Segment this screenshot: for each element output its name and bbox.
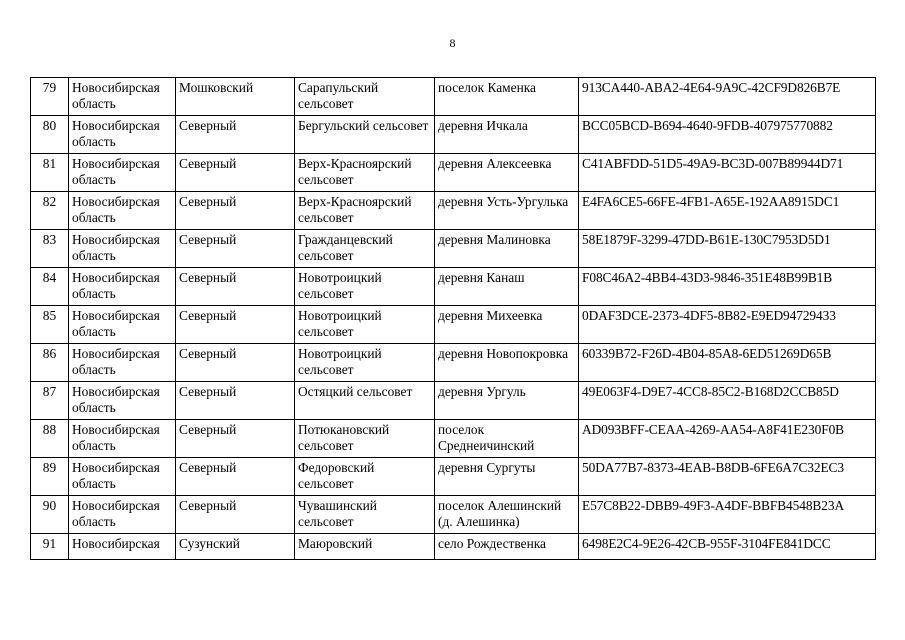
district-cell: Северный <box>176 382 295 420</box>
settlement-cell: Федоровский сельсовет <box>295 458 435 496</box>
locality-cell: деревня Ургуль <box>435 382 579 420</box>
table-row <box>31 458 876 496</box>
uid-cell: E4FA6CE5-66FE-4FB1-A65E-192AA8915DC1 <box>579 192 876 230</box>
uid-cell: AD093BFF-CEAA-4269-AA54-A8F41E230F0B <box>579 420 876 458</box>
district-cell: Северный <box>176 344 295 382</box>
settlement-cell: Бергульский сельсовет <box>295 116 435 154</box>
row-number-cell: 81 <box>31 154 69 192</box>
district-cell: Мошковский <box>176 78 295 116</box>
locality-cell: поселок Каменка <box>435 78 579 116</box>
row-number-cell: 89 <box>31 458 69 496</box>
settlement-cell: Новотроицкий сельсовет <box>295 268 435 306</box>
table-row <box>31 534 876 560</box>
row-number-cell: 88 <box>31 420 69 458</box>
table-row <box>31 382 876 420</box>
uid-cell: 58E1879F-3299-47DD-B61E-130C7953D5D1 <box>579 230 876 268</box>
district-cell: Северный <box>176 458 295 496</box>
table-row <box>31 192 876 230</box>
settlement-cell: Остяцкий сельсовет <box>295 382 435 420</box>
row-number-cell: 79 <box>31 78 69 116</box>
uid-cell: 6498E2C4-9E26-42CB-955F-3104FE841DCC <box>579 534 876 560</box>
locality-cell: деревня Малиновка <box>435 230 579 268</box>
uid-cell: 60339B72-F26D-4B04-85A8-6ED51269D65B <box>579 344 876 382</box>
table-row <box>31 496 876 534</box>
settlement-cell: Гражданцевский сельсовет <box>295 230 435 268</box>
table-row <box>31 306 876 344</box>
locality-cell: деревня Канаш <box>435 268 579 306</box>
row-number-cell: 86 <box>31 344 69 382</box>
locality-cell: село Рождественка <box>435 534 579 560</box>
region-cell: Новосибирская область <box>69 496 176 534</box>
row-number-cell: 82 <box>31 192 69 230</box>
region-cell: Новосибирская область <box>69 192 176 230</box>
row-number-cell: 87 <box>31 382 69 420</box>
table-row <box>31 78 876 116</box>
locality-cell: деревня Сургуты <box>435 458 579 496</box>
table-row <box>31 268 876 306</box>
region-cell: Новосибирская область <box>69 78 176 116</box>
locality-cell: деревня Ичкала <box>435 116 579 154</box>
district-cell: Северный <box>176 268 295 306</box>
locality-cell: деревня Новопокровка <box>435 344 579 382</box>
region-cell: Новосибирская область <box>69 268 176 306</box>
locality-cell: деревня Михеевка <box>435 306 579 344</box>
table-row <box>31 116 876 154</box>
district-cell: Северный <box>176 230 295 268</box>
table-row <box>31 154 876 192</box>
settlement-cell: Новотроицкий сельсовет <box>295 344 435 382</box>
row-number-cell: 84 <box>31 268 69 306</box>
settlement-cell: Чувашинский сельсовет <box>295 496 435 534</box>
region-cell: Новосибирская <box>69 534 176 560</box>
uid-cell: 913CA440-ABA2-4E64-9A9C-42CF9D826B7E <box>579 78 876 116</box>
district-cell: Северный <box>176 496 295 534</box>
settlement-cell: Верх-Красноярский сельсовет <box>295 154 435 192</box>
uid-cell: E57C8B22-DBB9-49F3-A4DF-BBFB4548B23A <box>579 496 876 534</box>
page-number: 8 <box>449 36 456 50</box>
settlement-cell: Маюровский <box>295 534 435 560</box>
district-cell: Северный <box>176 306 295 344</box>
locality-cell: поселок Среднеичинский <box>435 420 579 458</box>
row-number-cell: 91 <box>31 534 69 560</box>
district-cell: Сузунский <box>176 534 295 560</box>
locality-cell: поселок Алешинский (д. Алешинка) <box>435 496 579 534</box>
region-cell: Новосибирская область <box>69 306 176 344</box>
district-cell: Северный <box>176 116 295 154</box>
uid-cell: 0DAF3DCE-2373-4DF5-8B82-E9ED94729433 <box>579 306 876 344</box>
settlement-cell: Потюкановский сельсовет <box>295 420 435 458</box>
row-number-cell: 83 <box>31 230 69 268</box>
district-cell: Северный <box>176 420 295 458</box>
row-number-cell: 85 <box>31 306 69 344</box>
region-cell: Новосибирская область <box>69 154 176 192</box>
settlement-cell: Новотроицкий сельсовет <box>295 306 435 344</box>
region-cell: Новосибирская область <box>69 230 176 268</box>
uid-cell: C41ABFDD-51D5-49A9-BC3D-007B89944D71 <box>579 154 876 192</box>
district-cell: Северный <box>176 154 295 192</box>
region-cell: Новосибирская область <box>69 458 176 496</box>
locality-cell: деревня Алексеевка <box>435 154 579 192</box>
region-cell: Новосибирская область <box>69 344 176 382</box>
region-cell: Новосибирская область <box>69 116 176 154</box>
uid-cell: 50DA77B7-8373-4EAB-B8DB-6FE6A7C32EC3 <box>579 458 876 496</box>
row-number-cell: 80 <box>31 116 69 154</box>
uid-cell: 49E063F4-D9E7-4CC8-85C2-B168D2CCB85D <box>579 382 876 420</box>
table-row <box>31 344 876 382</box>
table-row <box>31 230 876 268</box>
settlement-cell: Верх-Красноярский сельсовет <box>295 192 435 230</box>
uid-cell: BCC05BCD-B694-4640-9FDB-407975770882 <box>579 116 876 154</box>
region-cell: Новосибирская область <box>69 382 176 420</box>
table-row <box>31 420 876 458</box>
district-cell: Северный <box>176 192 295 230</box>
uid-cell: F08C46A2-4BB4-43D3-9846-351E48B99B1B <box>579 268 876 306</box>
locality-cell: деревня Усть-Ургулька <box>435 192 579 230</box>
settlement-cell: Сарапульский сельсовет <box>295 78 435 116</box>
row-number-cell: 90 <box>31 496 69 534</box>
settlements-table <box>30 77 876 560</box>
region-cell: Новосибирская область <box>69 420 176 458</box>
